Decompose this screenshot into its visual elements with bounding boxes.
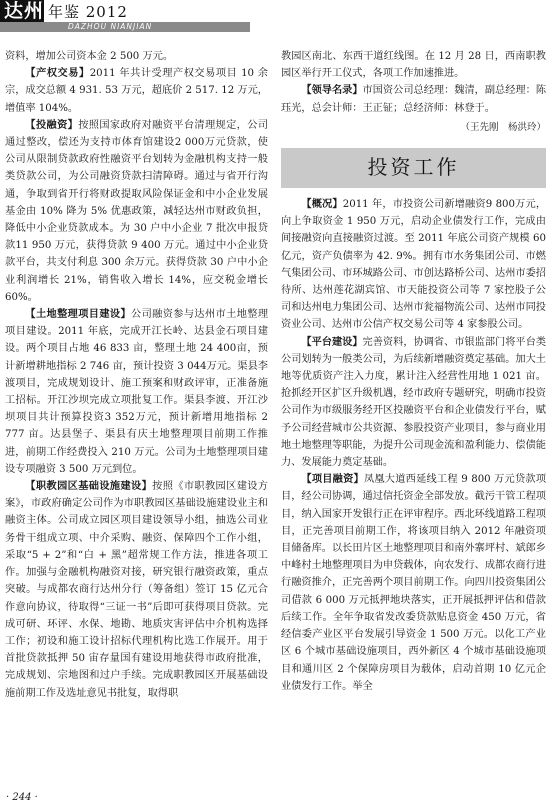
paragraph-heading: 【概况】 [301, 198, 343, 211]
paragraph [5, 65, 268, 117]
paragraph-text: 完善资料，协调省、市银监部门将平台类公司划转为一般类公司，为后续新增融资奠定基础。加大土地等优质资产注入力度，累计注入经营性用地 1 021 亩。抢抓经开区扩区升级机遇，经市政府专题研究，明确市投资公司作为市级服务经开区投融资平台和企业债发行平台，赋予公司经营城市公共资源、参股投资产业项目，参与商业用地土地整理等职能，为提升公司现金流和盈利能力、偿债能力、发展能力奠定基础。 [281, 336, 547, 469]
paragraph-text: 教园区南北、东西干道红线图。在 12 月 28 日，西南职教园区举行开工仪式，各项工作加速推进。 [281, 51, 546, 80]
page-header [0, 0, 551, 44]
paragraph-text: 凤凰大道西延线工程 9 800 万元贷款项目，经公司协调，通过信托资金全部发放。截污干管工程项目，纳入国家开发银行正在评审程序。西北环线道路工程项目，正完善项目前期工作，将该项目纳入 2012 年融资项目储备库。以长田片区土地整理项目和南外寨坪村、斌郎乡中峰村土地整理项目为申贷载体，向农发行、成都农商行进行融资推介，正完善两个项目前期工作。向四川投资集团公司借款 6 000 万元抵押地块落实，正开展抵押评估和借款后续工作。全年争取省发改委贷款贴息资金 450 万元，省经信委产业区平台发展引导资金 1 500 万元。以化工产业区 6 个城市基础设施项目，西外新区 4 个城市基础设施项目和通川区 2 个保障房项目为载体，启动首期 10 亿元企业债发行工作。举全 [281, 474, 547, 692]
paragraph [5, 48, 268, 65]
section-title: 投资工作 [367, 155, 460, 180]
paragraph [5, 117, 268, 306]
paragraph-text: 2011 年共计受理产权交易项目 10 余宗，成交总额 4 931. 53 万元，超底价 2 517. 12 万元，增值率 104%。 [5, 68, 268, 114]
paragraph [5, 306, 268, 478]
paragraph-heading: 【投融资】 [25, 118, 79, 131]
paragraph-text: 按照《市职教园区建设方案》，市政府确定公司作为市职教园区基础设施建设业主和融资主体。公司成立园区项目建设领导小组，抽选公司业务骨干组成立项、中介采购、融资、保障四个工作小组，采取“5 + 2”和“白 + 黑”超常规工作方法，推进各项工作。加强与金融机构融资对接，研究银行融资政策，重点突破。与成都农商行达州分行（筹备组）签订 15 亿元合作意向协议，待取得“三证一书”后即可获得项目贷款。完成可研、环评、水保、地勘、地质灾害评估中介机构选择工作；初设和施工设计招标代理机构比选工作展开。用于首批贷款抵押 50 宙存量国有建设用地获得市政府批准，完成规划、宗地图和过户手续。完成职教园区开展基础设施前期工作及选址意见书批复，取得职 [5, 481, 269, 699]
paragraph-text: 市国资公司总经理：魏清，副总经理：陈珏光，总会计师：王正钲；总经济师：林登于。 [281, 85, 547, 114]
right-column [281, 48, 546, 695]
paragraph-text: 公司融资参与达州市土地整理项目建设。2011 年底，完成开江长岭、达县金石项目建设。两个项目占地 46 833 亩，整理土地 24 400亩，预计新增耕地指标 2 746 亩，预计投资 3 044万元。渠县李渡项目，完成规划设计、施工预案和财政评审，正准备施工招标。开江沙坝完成立项批复工作。渠县李渡、开江沙坝项目共计预算投资3 352万元，预计新增用地指标 2 777 亩。达县堡子、渠县有庆土地整理项目前期工作推进，前期工作经费投入 210 万元。公司为土地整理项目建设专项融资 3 500 万元到位。 [5, 309, 269, 475]
yearbook-subtitle: 年鉴 2012 [48, 3, 128, 21]
paragraph [281, 196, 546, 334]
paragraph [281, 48, 546, 82]
paragraph [281, 82, 546, 116]
yearbook-title: 达州 [4, 0, 45, 22]
paragraph-text: 按照国家政府对融资平台清理规定，公司通过整改，偿还为支持市体育馆建设2 000万元贷款，使公司从限制贷款政府性融资平台划转为金融机构支持一般类贷款公司，为公司融资贷款扫清障碍。通过与省开行沟通，争取到省开行将财政提取风险保证金和中小企业发展基金由 10% 降为 5% 优惠政策，减轻达州市财政负担，降低中小企业贷款成本。为 30 户中小企业 7 批次申报贷款11 950 万元，获得贷款 9 400 万元。通过中小企业贷款平台，共支付利息 300 余万元。获得贷款 30 户中小企业利润增长 21%，销售收入增长 14%，应交税金增长60%。 [5, 119, 269, 303]
right-column-top [281, 48, 546, 117]
right-column-bottom [281, 196, 546, 695]
paragraph [5, 478, 268, 702]
paragraph-heading: 【领导名录】 [301, 84, 363, 97]
left-column [5, 48, 268, 702]
paragraph-text: 2011 年，市投资公司新增融资9 800万元，向上争取资金 1 950 万元，启动企业债发行工作，完成由间接融资向直接融资过渡。至 2011 年底公司资产规模 60 亿元，资产负债率为 42. 9%。拥有市水务集团公司、市燃气集团公司、市环城路公司、市创达路桥公司、达州市委招待所、达州莲花湖宾馆、市天能投资公司等 7 家控股子公司和达州电力集团公司、达州市瓮福物流公司、达州市同投资业公司、达州市公信产权交易公司等 4 家参股公司。 [281, 199, 547, 331]
paragraph-text: 资料，增加公司资本金 2 500 万元。 [5, 51, 174, 62]
paragraph-heading: 【土地整理项目建设】 [25, 308, 132, 321]
paragraph-heading: 【职教园区基础设施建设】 [25, 480, 153, 493]
yearbook-english-name: DAZHOU NIANJIAN [68, 22, 153, 31]
page-number: · 244 · [6, 792, 38, 803]
paragraph [281, 471, 546, 695]
paragraph-heading: 【平台建设】 [301, 335, 363, 348]
paragraph-heading: 【产权交易】 [25, 67, 90, 80]
paragraph [281, 334, 546, 472]
paragraph-heading: 【项目融资】 [301, 473, 364, 486]
author-credit: （王先刚 杨洪玲） [460, 121, 546, 133]
section-title-banner [281, 148, 546, 188]
